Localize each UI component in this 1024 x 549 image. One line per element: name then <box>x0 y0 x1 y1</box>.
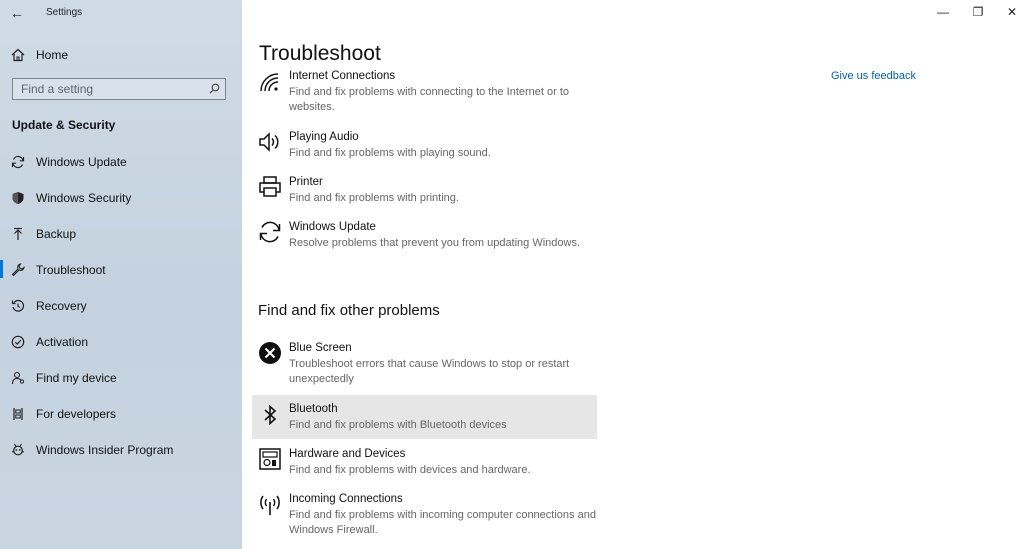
sidebar-item-windows-security[interactable] <box>0 186 242 210</box>
close-button[interactable]: ✕ <box>1006 5 1018 19</box>
troubleshooter-title: Playing Audio <box>289 131 359 143</box>
minimize-button[interactable]: — <box>937 5 949 19</box>
sidebar-item-label: Windows Insider Program <box>36 443 174 457</box>
troubleshooter-internet-connections[interactable] <box>252 69 597 119</box>
troubleshooter-description: Find and fix problems with Bluetooth devices <box>289 419 507 431</box>
troubleshooter-hardware-and-devices[interactable] <box>252 447 597 481</box>
sidebar-item-find-my-device[interactable] <box>0 366 242 390</box>
sidebar-item-recovery[interactable] <box>0 294 242 318</box>
app-title: Settings <box>46 7 83 18</box>
troubleshooter-description: Find and fix problems with connecting to the Internet or to websites. <box>289 86 570 113</box>
bluetooth-icon <box>258 403 282 427</box>
sync-icon <box>11 155 25 169</box>
restore-button[interactable]: ❐ <box>972 5 984 19</box>
sidebar-item-label: Windows Security <box>36 191 132 205</box>
troubleshooter-incoming-connections[interactable] <box>252 492 597 542</box>
sidebar-item-label: Backup <box>36 227 77 241</box>
sidebar-item-label: Troubleshoot <box>36 263 106 277</box>
sidebar-item-home[interactable] <box>0 44 242 66</box>
sidebar-item-label: Find my device <box>36 371 117 385</box>
sidebar-item-label: Recovery <box>36 299 87 313</box>
troubleshooter-description: Find and fix problems with devices and hardware. <box>289 464 531 476</box>
printer-icon <box>258 175 282 199</box>
search-box[interactable] <box>12 78 226 100</box>
troubleshooter-windows-update[interactable] <box>252 220 597 270</box>
sidebar-item-activation[interactable] <box>0 330 242 354</box>
search-input[interactable] <box>13 79 219 99</box>
sidebar-item-label: Windows Update <box>36 155 127 169</box>
troubleshooter-printer[interactable] <box>252 175 597 209</box>
troubleshooter-description: Find and fix problems with printing. <box>289 192 459 204</box>
troubleshooter-description: Find and fix problems with playing sound. <box>289 147 491 159</box>
sidebar <box>0 0 242 549</box>
section-title: Update & Security <box>12 118 116 132</box>
page-title: Troubleshoot <box>259 42 381 65</box>
back-arrow-icon[interactable]: ← <box>10 5 24 21</box>
troubleshooter-description: Find and fix problems with incoming computer connections and Windows Firewall. <box>289 509 596 536</box>
sync-icon <box>258 220 282 244</box>
shield-icon <box>11 191 25 205</box>
x-circle-icon <box>258 341 282 365</box>
troubleshooter-title: Incoming Connections <box>289 493 403 505</box>
backup-icon <box>11 227 25 241</box>
troubleshooter-title: Internet Connections <box>289 70 396 82</box>
wifi-icon <box>258 71 282 95</box>
troubleshooter-title: Blue Screen <box>289 342 352 354</box>
sidebar-item-label: Activation <box>36 335 89 349</box>
troubleshooter-playing-audio[interactable] <box>252 130 597 164</box>
search-icon[interactable] <box>209 83 220 94</box>
check-circle-icon <box>11 335 25 349</box>
sidebar-item-windows-insider-program[interactable] <box>0 438 242 462</box>
speaker-icon <box>258 130 282 154</box>
sidebar-item-windows-update[interactable] <box>0 150 242 174</box>
sidebar-item-label: For developers <box>36 407 117 421</box>
person-pin-icon <box>11 371 25 385</box>
troubleshooter-description: Troubleshoot errors that cause Windows to stop or restart unexpectedly <box>289 358 570 385</box>
developer-icon <box>11 407 25 421</box>
wrench-icon <box>11 263 25 277</box>
recovery-icon <box>11 299 25 313</box>
antenna-icon <box>258 492 282 516</box>
troubleshooter-title: Hardware and Devices <box>289 448 406 460</box>
troubleshooter-title: Bluetooth <box>289 403 338 415</box>
troubleshooter-description: Resolve problems that prevent you from updating Windows. <box>289 237 581 249</box>
troubleshooter-title: Printer <box>289 176 323 188</box>
home-icon <box>11 48 25 62</box>
insider-icon <box>11 443 25 457</box>
troubleshooter-bluetooth[interactable] <box>252 395 597 439</box>
sidebar-item-label: Home <box>36 48 69 62</box>
troubleshooter-blue-screen[interactable] <box>252 341 597 391</box>
section-heading: Find and fix other problems <box>258 302 440 319</box>
troubleshooter-title: Windows Update <box>289 221 376 233</box>
feedback-link[interactable]: Give us feedback <box>831 70 916 82</box>
hardware-icon <box>258 447 282 471</box>
sidebar-item-for-developers[interactable] <box>0 402 242 426</box>
sidebar-item-backup[interactable] <box>0 222 242 246</box>
sidebar-item-troubleshoot[interactable] <box>0 258 242 282</box>
